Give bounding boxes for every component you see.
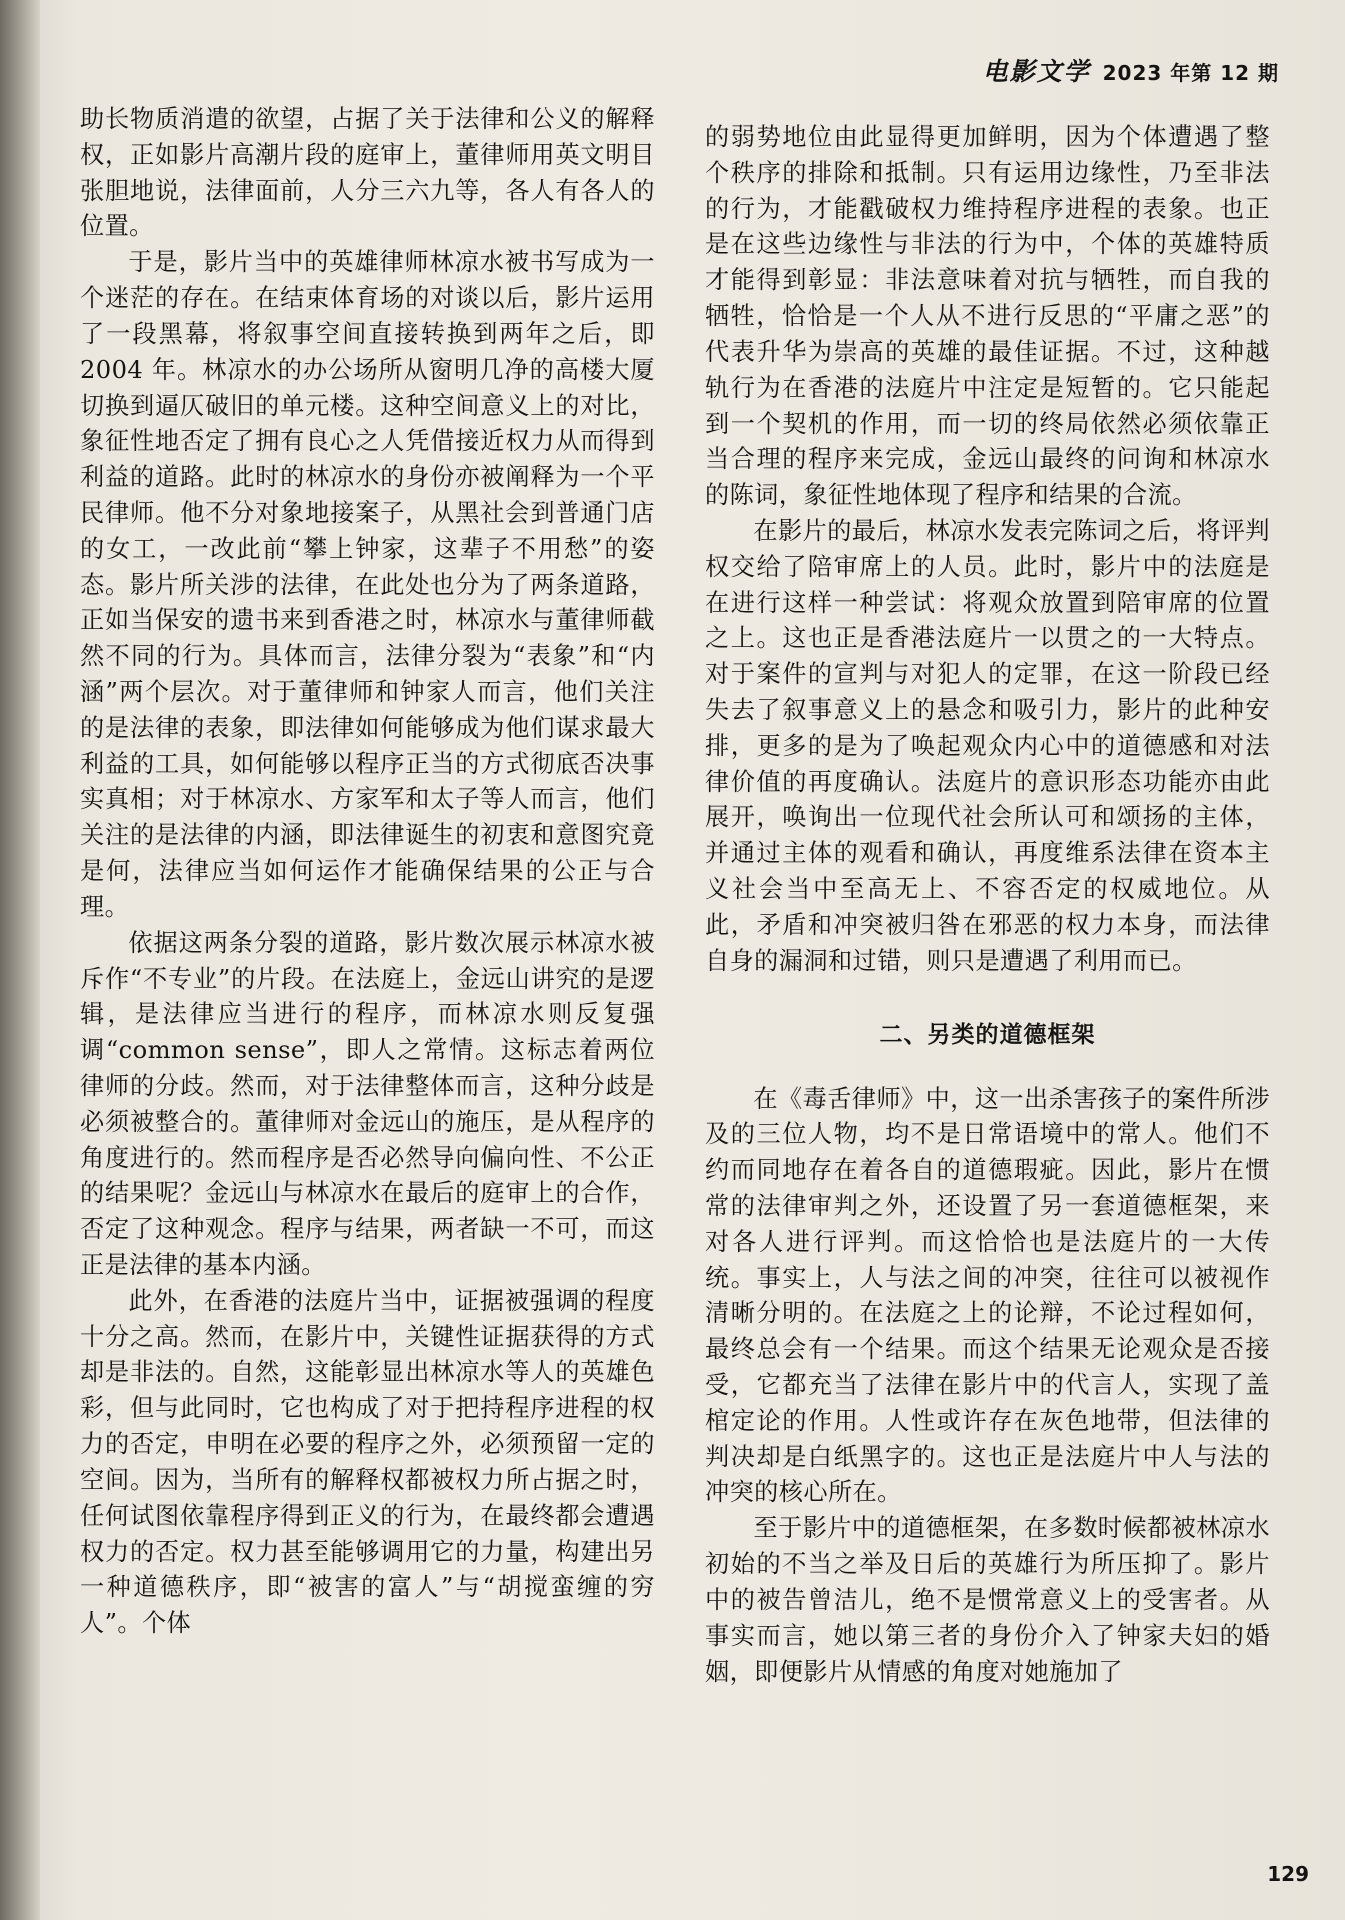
page-number: 129 — [1267, 1862, 1309, 1886]
paragraph: 在《毒舌律师》中，这一出杀害孩子的案件所涉及的三位人物，均不是日常语境中的常人。他们不约而同地存在着各自的道德瑕疵。因此，影片在惯常的法律审判之外，还设置了另一套道德框架，来对各人进行评判。而这恰恰也是法庭片的一大传统。事实上，人与法之间的冲突，往往可以被视作清晰分明的。在法庭之上的论辩，不论过程如何，最终总会有一个结果。而这个结果无论观众是否接受，它都充当了法律在影片中的代言人，实现了盖棺定论的作用。人性或许存在灰色地带，但法律的判决却是白纸黑字的。这也正是法庭片中人与法的冲突的核心所在。 — [705, 1084, 1270, 1507]
paragraph: 在影片的最后，林凉水发表完陈词之后，将评判权交给了陪审席上的人员。此时，影片中的法庭是在进行这样一种尝试：将观众放置到陪审席的位置之上。这也正是香港法庭片一以贯之的一大特点。对于案件的宣判与对犯人的定罪，在这一阶段已经失去了叙事意义上的悬念和吸引力，影片的此种安排，更多的是为了唤起观众内心中的道德感和对法律价值的再度确认。法庭片的意识形态功能亦由此展开，唤询出一位现代社会所认可和颂扬的主体，并通过主体的观看和确认，再度维系法律在资本主义社会当中至高无上、不容否定的权威地位。从此，矛盾和冲突被归咎在邪恶的权力本身，而法律自身的漏洞和过错，则只是遭遇了利用而已。 — [705, 516, 1270, 975]
paragraph: 的弱势地位由此显得更加鲜明，因为个体遭遇了整个秩序的排除和抵制。只有运用边缘性，乃至非法的行为，才能戳破权力维持程序进程的表象。也正是在这些边缘性与非法的行为中，个体的英雄特质才能得到彰显：非法意味着对抗与牺牲，而自我的牺牲，恰恰是一个人从不进行反思的“平庸之恶”的代表升华为崇高的英雄的最佳证据。不过，这种越轨行为在香港的法庭片中注定是短暂的。它只能起到一个契机的作用，而一切的终局依然必须依靠正当合理的程序来完成，金远山最终的问询和林凉水的陈词，象征性地体现了程序和结果的合流。 — [705, 123, 1270, 510]
paragraph: 至于影片中的道德框架，在多数时候都被林凉水初始的不当之举及日后的英雄行为所压抑了。影片中的被告曾洁儿，绝不是惯常意义上的受害者。从事实而言，她以第三者的身份介入了钟家夫妇的婚姻，即便影片从情感的角度对她施加了 — [705, 1514, 1270, 1686]
book-spine-shadow — [0, 0, 40, 1920]
left-column — [80, 102, 655, 1642]
section-heading: 二、另类的道德框架 — [879, 1021, 1096, 1048]
issue-label: 2023 年第 12 期 — [1102, 61, 1279, 85]
paragraph: 此外，在香港的法庭片当中，证据被强调的程度十分之高。然而，在影片中，关键性证据获得的方式却是非法的。自然，这能彰显出林凉水等人的英雄色彩，但与此同时，它也构成了对于把持程序进程的权力的否定，申明在必要的程序之外，必须预留一定的空间。因为，当所有的解释权都被权力所占据之时，任何试图依靠程序得到正义的行为，在最终都会遭遇权力的否定。权力甚至能够调用它的力量，构建出另一种道德秩序，即“被害的富人”与“胡搅蛮缠的穷人”。个体 — [80, 1286, 655, 1638]
journal-name: 电影文学 — [982, 57, 1091, 86]
paragraph: 依据这两条分裂的道路，影片数次展示林凉水被斥作“不专业”的片段。在法庭上，金远山讲究的是逻辑，是法律应当进行的程序，而林凉水则反复强调“common sense”，即人之常情。这标志着两位律师的分歧。然而，对于法律整体而言，这种分歧是必须被整合的。董律师对金远山的施压，是从程序的角度进行的。然而程序是否必然导向偏向性、不公正的结果呢？金远山与林凉水在最后的庭审上的合作，否定了这种观念。程序与结果，两者缺一不可，而这正是法律的基本内涵。 — [80, 928, 655, 1279]
paragraph: 于是，影片当中的英雄律师林凉水被书写成为一个迷茫的存在。在结束体育场的对谈以后，影片运用了一段黑幕，将叙事空间直接转换到两年之后，即 2004 年。林凉水的办公场所从窗明几净的高楼大厦切换到逼仄破旧的单元楼。这种空间意义上的对比，象征性地否定了拥有良心之人凭借接近权力从而得到利益的道路。此时的林凉水的身份亦被阐释为一个平民律师。他不分对象地接案子，从黑社会到普通门店的女工，一改此前“攀上钟家，这辈子不用愁”的姿态。影片所关涉的法律，在此处也分为了两条道路，正如当保安的遗书来到香港之时，林凉水与董律师截然不同的行为。具体而言，法律分裂为“表象”和“内涵”两个层次。对于董律师和钟家人而言，他们关注的是法律的表象，即法律如何能够成为他们谋求最大利益的工具，如何能够以程序正当的方式彻底否决事实真相；对于林凉水、方家军和太子等人而言，他们关注的是法律的内涵，即法律诞生的初衷和意图究竟是何，法律应当如何运作才能确保结果的公正与合理。 — [80, 248, 655, 921]
right-column — [705, 120, 1270, 1690]
paragraph: 助长物质消遣的欲望，占据了关于法律和公义的解释权，正如影片高潮片段的庭审上，董律师用英文明目张胆地说，法律面前，人分三六九等，各人有各人的位置。 — [80, 105, 655, 241]
running-header — [983, 52, 1279, 88]
